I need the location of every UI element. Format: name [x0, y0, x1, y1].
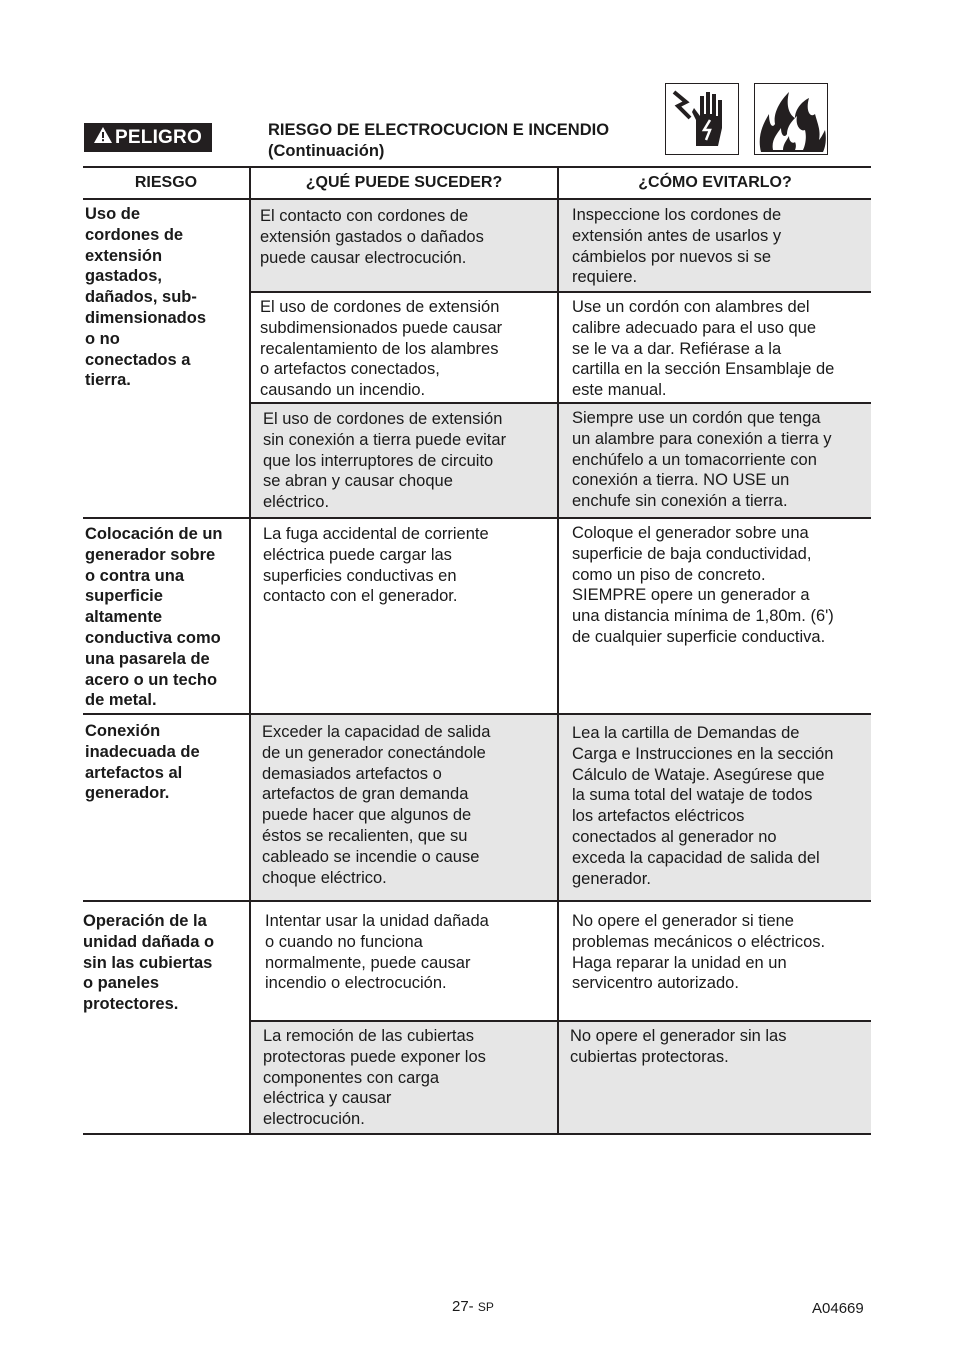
how-cell: Use un cordón con alambres del calibre adecuado para el uso que se le va a dar. Refiérase a la cartilla en la sección Ensamblaje de este manual. — [572, 298, 835, 400]
how-cell: Inspeccione los cordones de extensión antes de usarlos y cámbielos por nuevos si se requiere. — [572, 206, 782, 287]
danger-label: PELIGRO — [115, 126, 202, 148]
danger-badge — [84, 123, 212, 152]
hazard-title-sub: (Continuación) — [268, 142, 385, 160]
what-cell: La fuga accidental de corriente eléctrica puede cargar las superficies conductivas en contacto con el generador. — [263, 525, 489, 606]
risk-damaged-unit: Operación de la unidad dañada o sin las cubiertas o paneles protectores. — [83, 912, 215, 1014]
rule-2 — [83, 517, 871, 519]
hazard-title-main: RIESGO DE ELECTROCUCION E INCENDIO — [268, 121, 610, 139]
col-divider-2 — [557, 166, 559, 1135]
rule-1a — [251, 291, 871, 293]
rule-top — [83, 166, 871, 168]
what-cell: El uso de cordones de extensión subdimensionados puede causar recalentamiento de los alambres o artefactos conectados, causando un incendio. — [260, 298, 503, 400]
fire-icon — [754, 83, 828, 155]
rule-header — [83, 198, 871, 200]
hazard-table — [83, 166, 871, 1136]
rule-4a — [251, 1020, 871, 1022]
rule-bottom — [83, 1133, 871, 1135]
electric-shock-icon — [665, 83, 739, 155]
rule-4 — [83, 900, 871, 902]
how-cell: Coloque el generador sobre una superficie de baja conductividad, como un piso de concreto. SIEMPRE opere un generador a una distancia mínima de 1,80m. (6') de cualquier superficie conductiva. — [572, 524, 834, 646]
warning-triangle-icon — [94, 127, 112, 149]
risk-conductive-surface: Colocación de un generador sobre o contra una superficie altamente conductiva como una pasarela de acero o un techo de metal. — [85, 525, 223, 710]
header-riesgo: RIESGO — [134, 174, 198, 191]
hazard-title — [268, 120, 609, 162]
risk-improper-connection: Conexión inadecuada de artefactos al generador. — [85, 722, 200, 803]
page-number-suffix: SP — [477, 1300, 494, 1314]
col-divider-1 — [249, 166, 251, 1135]
rule-1b — [251, 402, 871, 404]
what-cell: El contacto con cordones de extensión gastados o dañados puede causar electrocución. — [260, 207, 484, 267]
how-cell: No opere el generador si tiene problemas mecánicos o eléctricos. Haga reparar la unidad en un servicentro autorizado. — [572, 912, 826, 993]
page-number — [452, 1298, 494, 1315]
document-code: A04669 — [812, 1300, 864, 1317]
how-cell: Siempre use un cordón que tenga un alambre para conexión a tierra y enchúfelo a un tomacorriente con conexión a tierra. NO USE un enchufe sin conexión a tierra. — [572, 409, 832, 511]
how-cell: No opere el generador sin las cubiertas protectoras. — [570, 1027, 787, 1066]
header-que-puede-suceder: ¿QUÉ PUEDE SUCEDER? — [305, 174, 503, 191]
page-number-value: 27- — [452, 1298, 474, 1315]
rule-3 — [83, 713, 871, 715]
what-cell: La remoción de las cubiertas protectoras puede exponer los componentes con carga eléctrica y causar electrocución. — [263, 1027, 486, 1129]
what-cell: El uso de cordones de extensión sin conexión a tierra puede evitar que los interruptores de circuito se abran y causar choque eléctrico. — [263, 410, 507, 512]
how-cell: Lea la cartilla de Demandas de Carga e Instrucciones en la sección Cálculo de Wataje. Asegúrese que la suma total del wataje de todos los artefactos eléctricos conectados al generador no exceda la capacidad de salida del generador. — [572, 724, 834, 888]
what-cell: Intentar usar la unidad dañada o cuando no funciona normalmente, puede causar incendio o electrocución. — [265, 912, 489, 993]
what-cell: Exceder la capacidad de salida de un generador conectándole demasiados artefactos o artefactos de gran demanda puede hacer que algunos de éstos se recalienten, que su cableado se incendie o cause choque eléctrico. — [262, 723, 491, 887]
risk-extension-cords: Uso de cordones de extensión gastados, dañados, sub- dimensionados o no conectados a tierra. — [85, 205, 207, 390]
header-como-evitarlo: ¿CÓMO EVITARLO? — [638, 174, 792, 191]
